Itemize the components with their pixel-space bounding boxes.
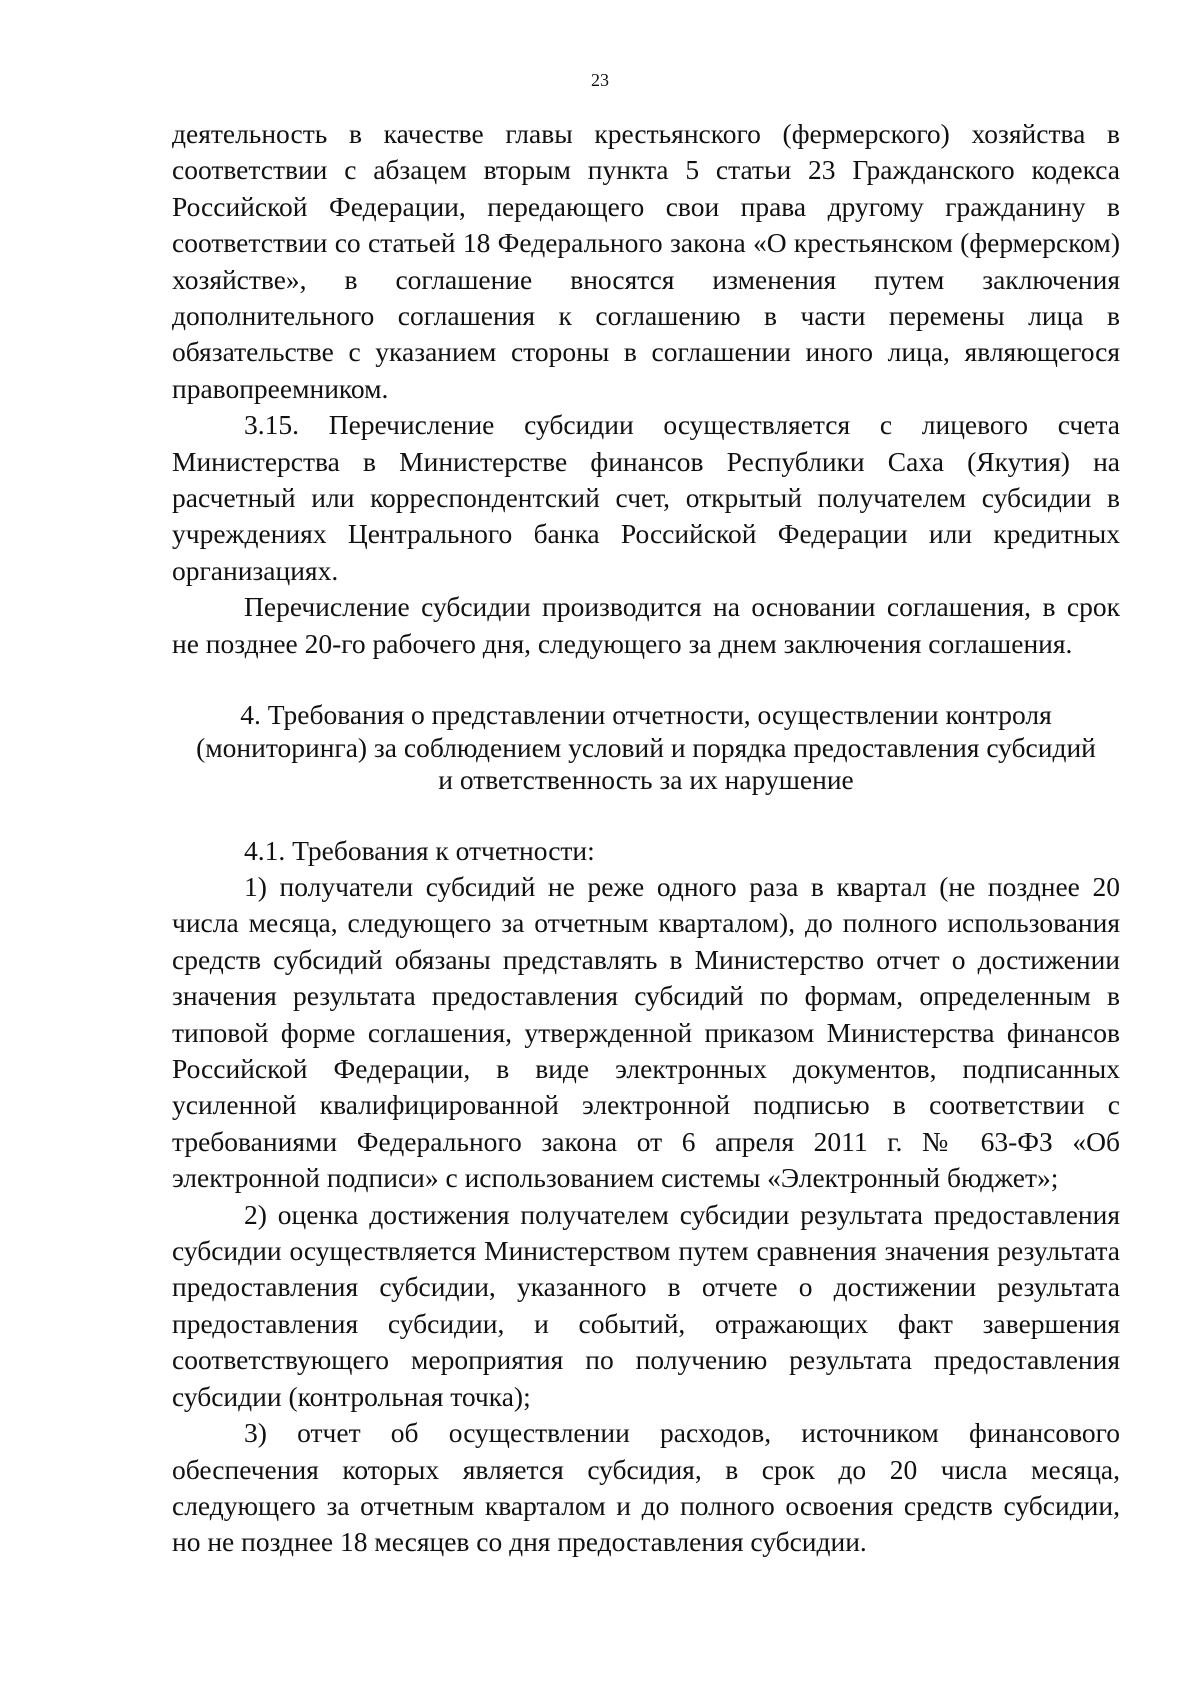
- section-4-heading-line-3: и ответственность за их нарушение: [438, 764, 854, 796]
- paragraph-transfer-terms: Перечисление субсидии производится на основании соглашения, в срок не позднее 20-го рабочего дня, следующего за днем заключения соглашения.: [172, 591, 1120, 659]
- list-item-2: 2) оценка достижения получателем субсидии результата предоставления субсидии осуществляется Министерством путем сравнения значения результата предоставления субсидии, указанного в отчете о достижении результата предоставления субсидии, и событий, отражающих факт завершения соответствующего мероприятия по получению результата предоставления субсидии (контрольная точка);: [172, 1198, 1120, 1412]
- paragraph-4-1: 4.1. Требования к отчетности:: [244, 834, 595, 866]
- list-item-1: 1) получатели субсидий не реже одного раза в квартал (не позднее 20 числа месяца, следующего за отчетным кварталом), до полного использования средств субсидий обязаны представлять в Министерство отчет о достижении значения результата предоставления субсидий по формам, определенным в типовой форме соглашения, утвержденной приказом Министерства финансов Российской Федерации, в виде электронных документов, подписанных усиленной квалифицированной электронной подписью в соответствии с требованиями Федерального закона от 6 апреля 2011 г. № 63-ФЗ «Об электронной подписи» с использованием системы «Электронный бюджет»;: [172, 871, 1120, 1194]
- page-number: 23: [591, 70, 609, 90]
- document-body: [172, 116, 1120, 1561]
- paragraph-continuation: деятельность в качестве главы крестьянского (фермерского) хозяйства в соответствии с абзацем вторым пункта 5 статьи 23 Гражданского кодекса Российской Федерации, передающего свои права другому гражданину в соответствии со статьей 18 Федерального закона «О крестьянском (фермерском) хозяйстве», в соглашение вносятся изменения путем заключения дополнительного соглашения к соглашению в части перемены лица в обязательстве с указанием стороны в соглашении иного лица, являющегося правопреемником.: [172, 118, 1120, 404]
- list-item-3: 3) отчет об осуществлении расходов, источником финансового обеспечения которых является субсидия, в срок до 20 числа месяца, следующего за отчетным кварталом и до полного освоения средств субсидии, но не позднее 18 месяцев со дня предоставления субсидии.: [172, 1417, 1120, 1558]
- section-4-heading: [172, 699, 1120, 797]
- paragraph-3-15: 3.15. Перечисление субсидии осуществляется с лицевого счета Министерства в Министерстве финансов Республики Саха (Якутия) на расчетный или корреспондентский счет, открытый получателем субсидии в учреждениях Центрального банка Российской Федерации или кредитных организациях.: [172, 409, 1120, 586]
- section-4-heading-line-1: 4. Требования о представлении отчетности, осуществлении контроля: [240, 699, 1052, 731]
- section-4-heading-line-2: (мониторинга) за соблюдением условий и порядка предоставления субсидий: [196, 731, 1096, 763]
